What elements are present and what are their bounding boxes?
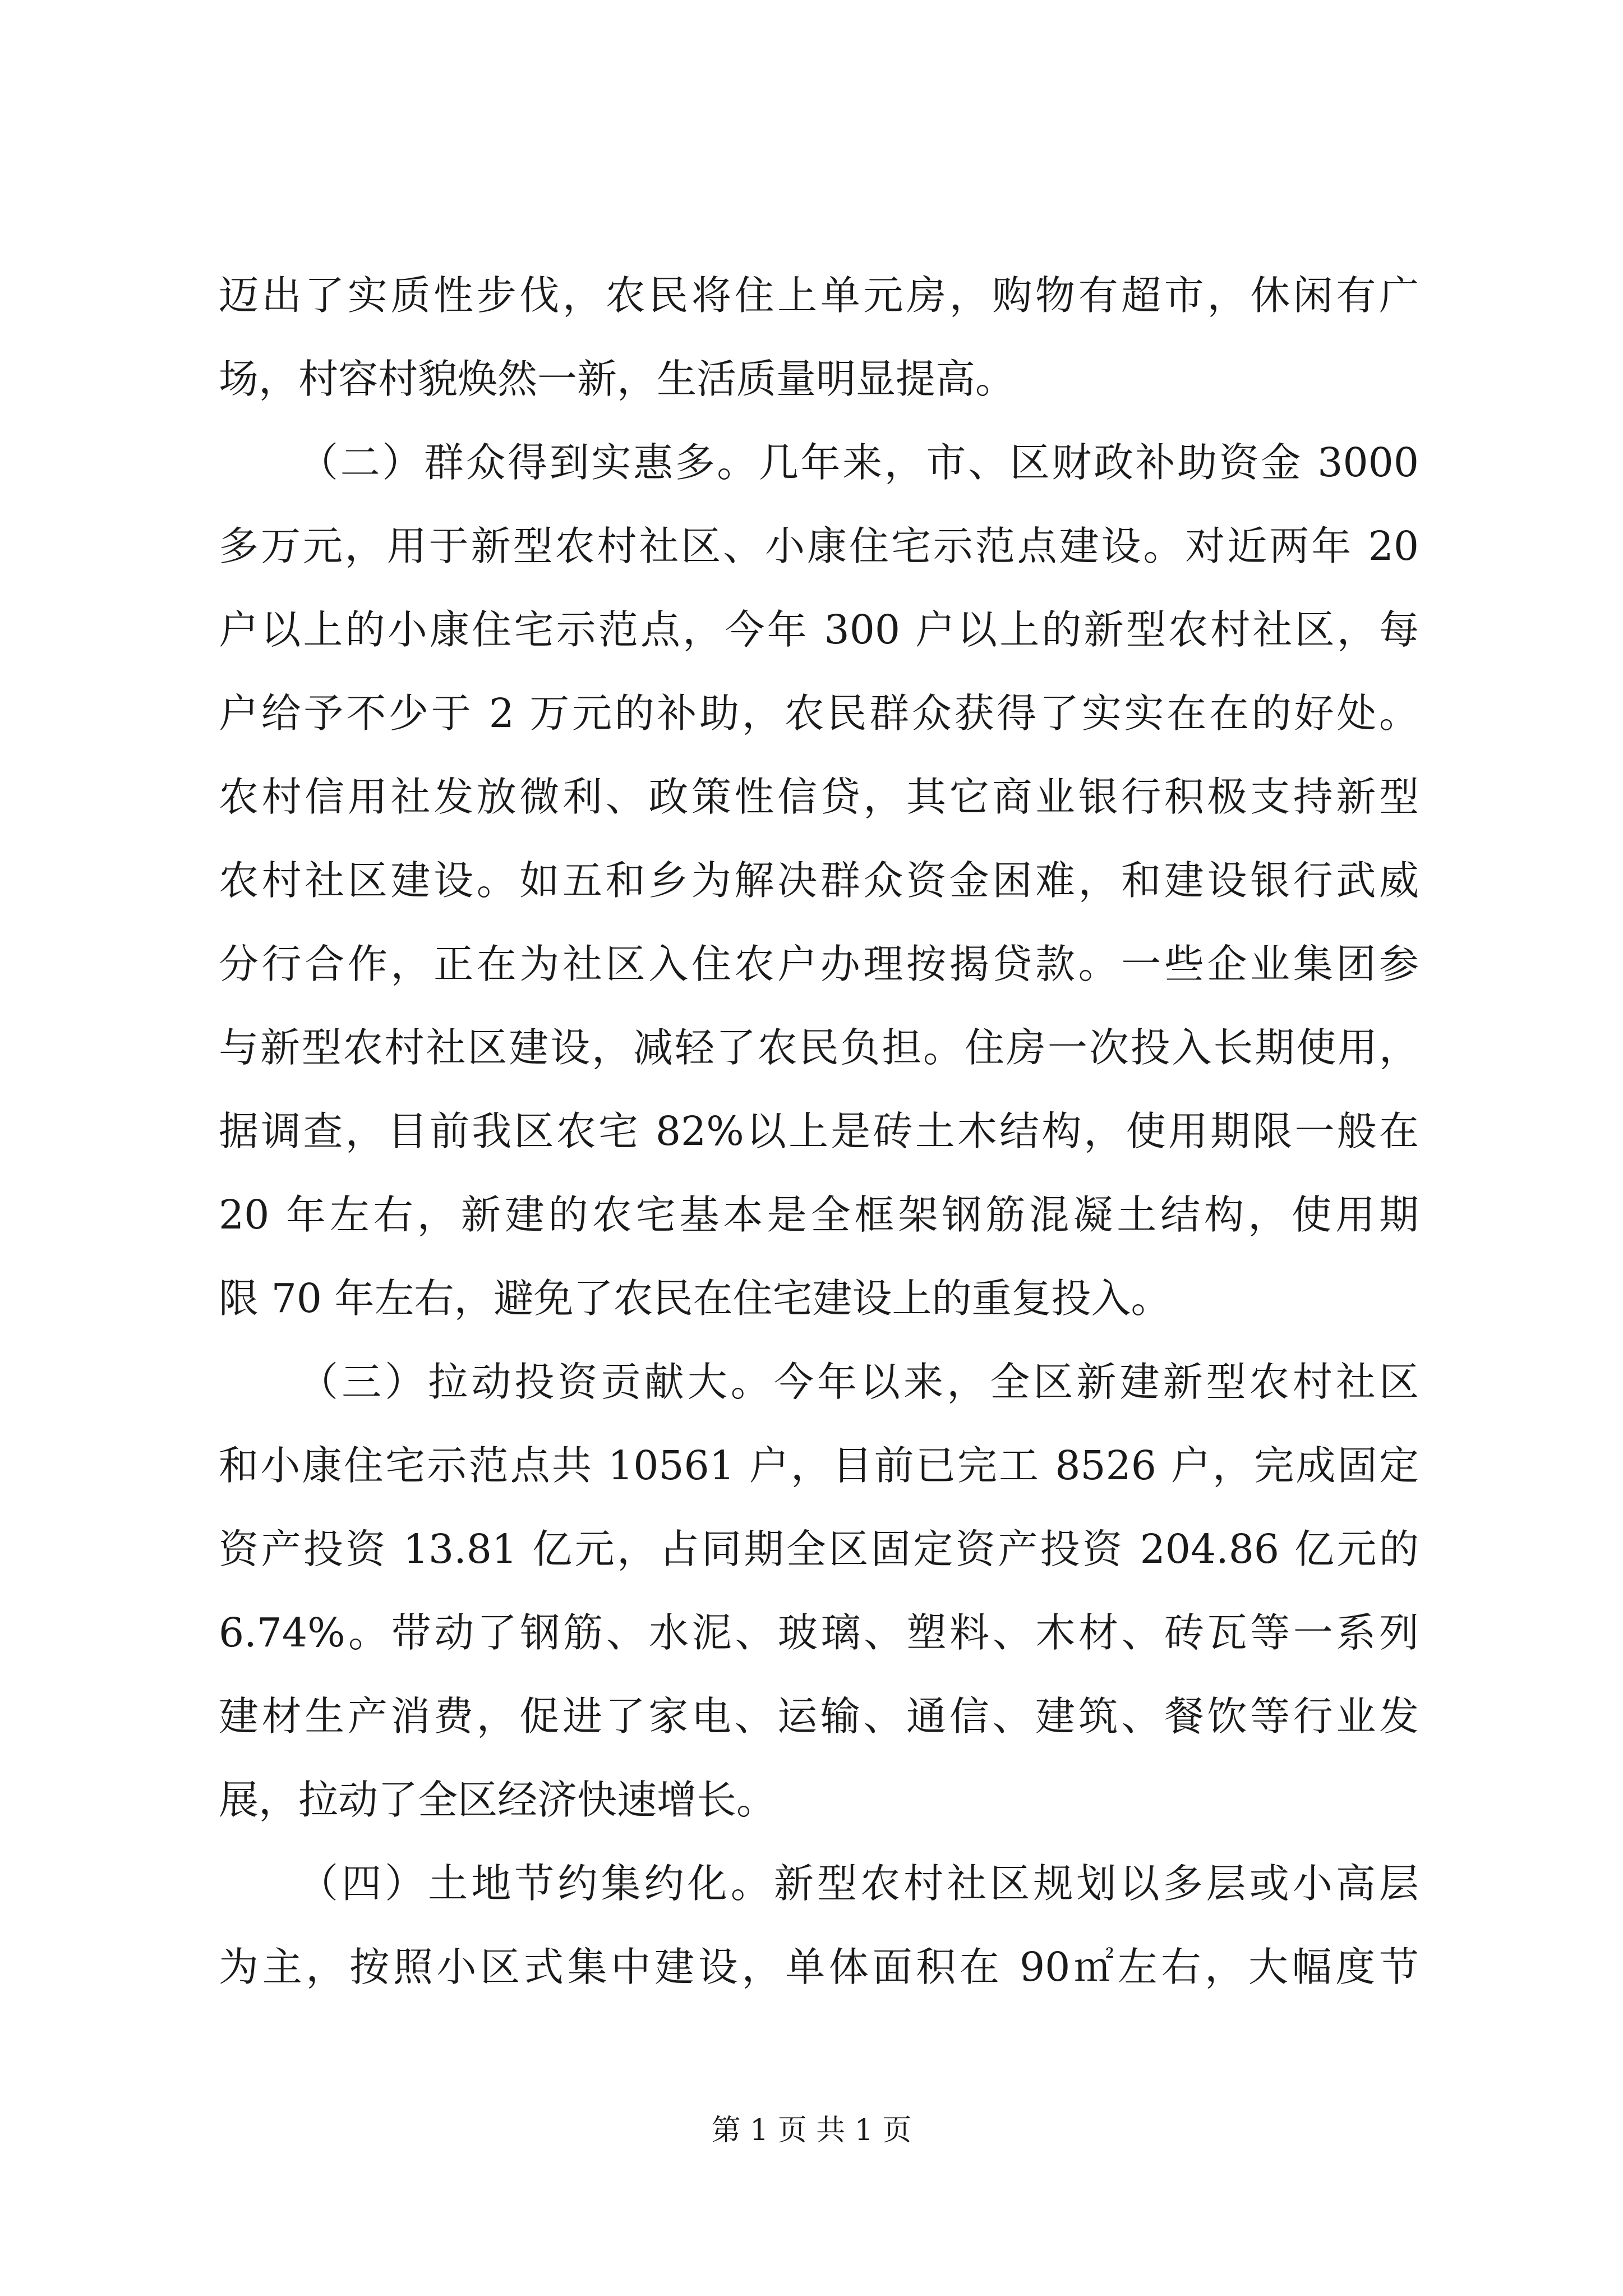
text-line: 限 70 年左右，避免了农民在住宅建设上的重复投入。 — [219, 1275, 1171, 1322]
text-line: 6.74%。带动了钢筋、水泥、玻璃、塑料、木材、砖瓦等一系列 — [219, 1609, 1419, 1656]
text-line: 建材生产消费，促进了家电、运输、通信、建筑、餐饮等行业发 — [219, 1693, 1419, 1740]
text-line: 农村社区建设。如五和乡为解决群众资金困难，和建设银行武威 — [219, 857, 1419, 904]
page-footer: 第 1 页 共 1 页 — [711, 2114, 912, 2147]
text-line: 多万元，用于新型农村社区、小康住宅示范点建设。对近两年 20 — [219, 523, 1419, 569]
text-line: 据调查，目前我区农宅 82%以上是砖土木结构，使用期限一般在 — [219, 1108, 1419, 1154]
text-line: 农村信用社发放微利、政策性信贷，其它商业银行积极支持新型 — [219, 774, 1419, 820]
text-line: 与新型农村社区建设，减轻了农民负担。住房一次投入长期使用， — [219, 1024, 1419, 1071]
text-line: 20 年左右，新建的农宅基本是全框架钢筋混凝土结构，使用期 — [219, 1191, 1419, 1238]
text-line: 户以上的小康住宅示范点，今年 300 户以上的新型农村社区，每 — [219, 606, 1419, 653]
text-line: 户给予不少于 2 万元的补助，农民群众获得了实实在在的好处。 — [219, 690, 1419, 737]
text-line: 场，村容村貌焕然一新，生活质量明显提高。 — [219, 356, 1016, 402]
section-heading-line: （四）土地节约集约化。新型农村社区规划以多层或小高层 — [298, 1860, 1419, 1907]
text-line: 为主，按照小区式集中建设，单体面积在 90㎡左右，大幅度节 — [219, 1944, 1419, 1990]
section-heading-line: （二）群众得到实惠多。几年来，市、区财政补助资金 3000 — [298, 439, 1419, 486]
text-line: 资产投资 13.81 亿元，占同期全区固定资产投资 204.86 亿元的 — [219, 1526, 1419, 1572]
text-line: 和小康住宅示范点共 10561 户，目前已完工 8526 户，完成固定 — [219, 1442, 1419, 1489]
section-heading-line: （三）拉动投资贡献大。今年以来，全区新建新型农村社区 — [298, 1359, 1419, 1405]
text-line: 分行合作，正在为社区入住农户办理按揭贷款。一些企业集团参 — [219, 941, 1419, 987]
body-text — [219, 254, 1419, 2009]
text-line: 展，拉动了全区经济快速增长。 — [219, 1777, 777, 1823]
text-line: 迈出了实质性步伐，农民将住上单元房，购物有超市，休闲有广 — [219, 272, 1419, 319]
